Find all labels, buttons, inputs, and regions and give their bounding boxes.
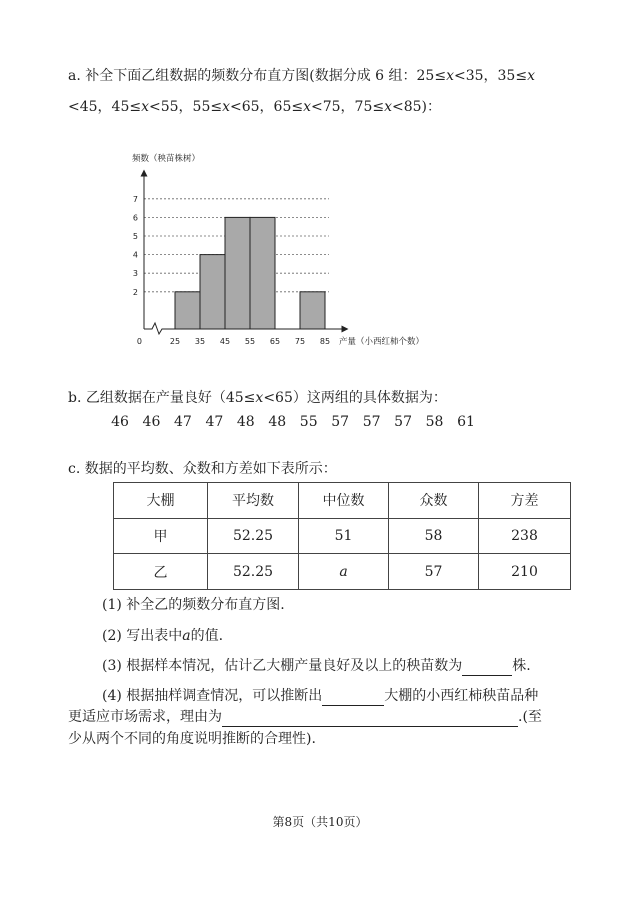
table-cell: 52.25 xyxy=(208,554,299,590)
data-value: 58 xyxy=(425,414,444,430)
question-2 xyxy=(102,626,223,646)
part-a-text: <35，35≤ xyxy=(453,68,528,84)
part-a-text: <65，65≤ xyxy=(230,99,304,115)
part-a-text: <45，45≤ xyxy=(68,99,142,115)
variable-a: a xyxy=(182,628,191,644)
y-tick-label: 5 xyxy=(132,232,138,241)
part-a-text: <85)： xyxy=(392,99,442,115)
answer-blank[interactable] xyxy=(462,659,512,676)
data-value: 46 xyxy=(111,414,129,430)
table-header-cell: 大棚 xyxy=(114,483,208,519)
x-tick-label: 75 xyxy=(294,337,306,346)
answer-blank[interactable] xyxy=(222,710,518,727)
variable-x: x xyxy=(255,390,264,406)
variable-x: x xyxy=(222,99,230,115)
question-1: (1) 补全乙的频数分布直方图. xyxy=(102,597,285,613)
table-cell: 52.25 xyxy=(208,518,299,554)
answer-blank[interactable] xyxy=(322,689,384,706)
data-value: 57 xyxy=(362,414,381,430)
table-cell: 57 xyxy=(389,554,479,590)
data-value: 46 xyxy=(142,414,161,430)
data-value: 48 xyxy=(236,414,255,430)
variable-x: x xyxy=(446,68,454,84)
table-cell: a xyxy=(299,554,389,590)
part-b-intro xyxy=(68,388,447,408)
frequency-histogram xyxy=(120,145,490,355)
table-cell: 210 xyxy=(479,554,571,590)
data-value: 57 xyxy=(331,414,350,430)
x-tick-label: 85 xyxy=(319,337,331,346)
table-cell: 乙 xyxy=(114,554,208,590)
statistics-table xyxy=(113,482,571,590)
data-value: 47 xyxy=(173,414,192,430)
part-a-text: <75，75≤ xyxy=(311,99,385,115)
table-header-cell: 平均数 xyxy=(208,483,299,519)
question-4-line3: 少从两个不同的角度说明推断的合理性). xyxy=(68,731,316,747)
y-tick-label: 4 xyxy=(132,250,138,260)
histogram-bar xyxy=(175,292,200,329)
question-text: 的值. xyxy=(190,628,224,644)
page-number: 第8页（共10页） xyxy=(272,815,368,829)
table-header-row xyxy=(114,483,571,519)
question-text: 大棚的小西红柿秧苗品种 xyxy=(384,688,539,704)
question-text: (4) 根据抽样调查情况，可以推断出 xyxy=(102,688,323,704)
part-a-line1 xyxy=(68,66,535,86)
x-axis-title: 产量（小西红柿个数） xyxy=(339,337,425,347)
y-tick-label: 6 xyxy=(132,213,138,223)
part-b-text: <65）这两组的具体数据为： xyxy=(263,390,447,406)
origin-label: 0 xyxy=(136,337,142,346)
table-header-cell: 众数 xyxy=(389,483,479,519)
variable-x: x xyxy=(303,99,311,115)
x-tick-label: 35 xyxy=(194,337,206,346)
y-tick-label: 7 xyxy=(132,194,138,204)
part-b-text: b. 乙组数据在产量良好（45≤ xyxy=(68,390,256,406)
table-row xyxy=(114,554,571,590)
question-text: .(至 xyxy=(518,709,542,725)
question-3 xyxy=(102,656,531,676)
x-tick-label: 65 xyxy=(269,337,281,346)
variable-x: x xyxy=(527,68,535,84)
part-a-text: <55，55≤ xyxy=(149,99,223,115)
table-cell: 甲 xyxy=(114,518,208,554)
data-value: 48 xyxy=(268,414,287,430)
x-tick-label: 45 xyxy=(219,337,231,346)
table-header-cell: 中位数 xyxy=(299,483,389,519)
table-header-cell: 方差 xyxy=(479,483,571,519)
question-4-line2 xyxy=(68,707,542,727)
data-value: 57 xyxy=(394,414,412,430)
histogram-bar xyxy=(200,255,225,329)
variable-x: x xyxy=(384,99,392,115)
table-cell: 51 xyxy=(299,518,389,554)
table-cell: 58 xyxy=(389,518,479,554)
question-text: 更适应市场需求，理由为 xyxy=(68,709,222,725)
data-value: 61 xyxy=(457,414,475,430)
y-tick-label: 3 xyxy=(132,269,138,279)
x-tick-label: 55 xyxy=(244,337,256,346)
data-values-row xyxy=(111,412,480,432)
y-tick-label: 2 xyxy=(132,287,138,297)
part-a-text: a. 补全下面乙组数据的频数分布直方图(数据分成 6 组：25≤ xyxy=(68,68,447,84)
variable-x: x xyxy=(141,99,149,115)
data-value: 47 xyxy=(205,414,224,430)
histogram-bar xyxy=(300,292,325,329)
table-cell: 238 xyxy=(479,518,571,554)
table-row xyxy=(114,518,571,554)
histogram-bar xyxy=(250,217,275,329)
question-text: (3) 根据样本情况，估计乙大棚产量良好及以上的秧苗数为 xyxy=(102,658,463,674)
y-axis-title: 频数（秧苗株树） xyxy=(132,154,201,164)
question-4-line1 xyxy=(102,686,538,706)
data-value: 55 xyxy=(299,414,318,430)
question-text: 株. xyxy=(512,658,531,674)
histogram-bar xyxy=(225,217,250,329)
part-c-intro: c. 数据的平均数、众数和方差如下表所示： xyxy=(68,461,337,477)
x-tick-label: 25 xyxy=(169,337,181,346)
part-a-line2 xyxy=(68,97,441,117)
question-text: (2) 写出表中 xyxy=(102,628,183,644)
